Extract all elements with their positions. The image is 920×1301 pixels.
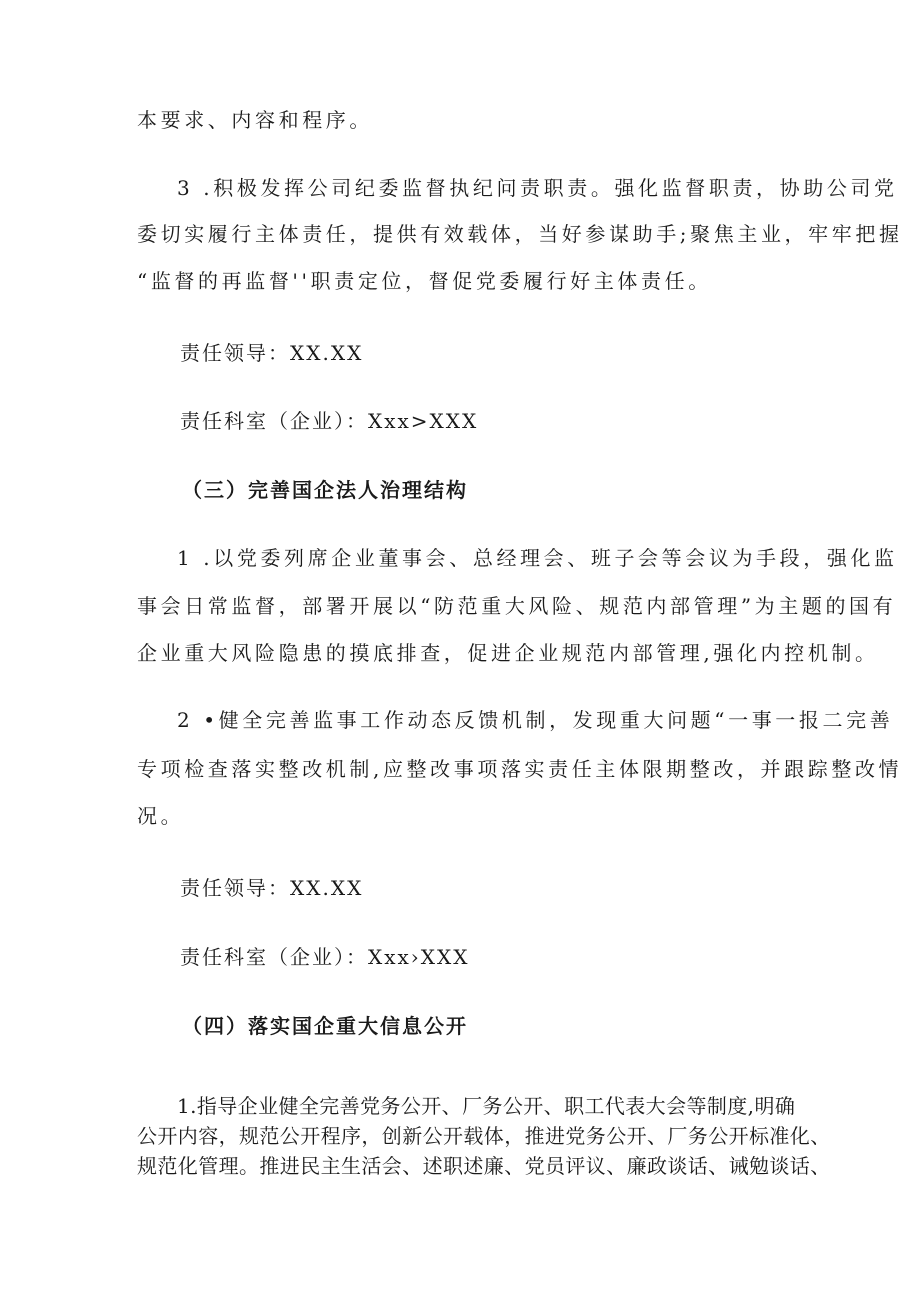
section-heading-3: （三）完善国企法人治理结构 bbox=[182, 478, 468, 502]
item3-line3: “监督的再监督''职责定位，督促党委履行好主体责任。 bbox=[137, 269, 712, 293]
responsible-department: 责任科室（企业）：Xxx>XXX bbox=[180, 409, 479, 433]
item3-line2: 委切实履行主体责任，提供有效载体，当好参谋助手;聚焦主业，牢牢把握 bbox=[137, 222, 903, 246]
paragraph-continued: 本要求、内容和程序。 bbox=[137, 108, 373, 132]
section3-item2-line2: 专项检查落实整改机制,应整改事项落实责任主体限期整改，并跟踪整改情 bbox=[137, 757, 903, 781]
section3-item1-line1: 1 .以党委列席企业董事会、总经理会、班子会等会议为手段，强化监 bbox=[177, 546, 898, 570]
section-heading-4: （四）落实国企重大信息公开 bbox=[182, 1014, 468, 1038]
item3-line1: 3 .积极发挥公司纪委监督执纪问责职责。强化监督职责，协助公司党 bbox=[177, 176, 898, 200]
section4-item1-line3: 规范化管理。推进民主生活会、述职述廉、党员评议、廉政谈话、诫勉谈话、 bbox=[137, 1154, 831, 1178]
section3-item1-line3: 企业重大风险隐患的摸底排查，促进企业规范内部管理,强化内控机制。 bbox=[137, 641, 879, 665]
section3-responsible-department: 责任科室（企业）：Xxx›XXX bbox=[180, 945, 470, 969]
section4-item1-line1: 1.指导企业健全完善党务公开、厂务公开、职工代表大会等制度,明确 bbox=[177, 1094, 796, 1118]
section3-item2-line1: 2 •健全完善监事工作动态反馈机制，发现重大问题“一事一报二完善 bbox=[177, 708, 894, 732]
section3-item2-line3: 况。 bbox=[137, 804, 185, 828]
responsible-leader: 责任领导：XX.XX bbox=[180, 341, 364, 365]
section4-item1-line2: 公开内容，规范公开程序，创新公开载体，推进党务公开、厂务公开标准化、 bbox=[137, 1124, 831, 1148]
section3-item1-line2: 事会日常监督，部署开展以“防范重大风险、规范内部管理”为主题的国有 bbox=[137, 594, 897, 618]
section3-responsible-leader: 责任领导：XX.XX bbox=[180, 876, 364, 900]
